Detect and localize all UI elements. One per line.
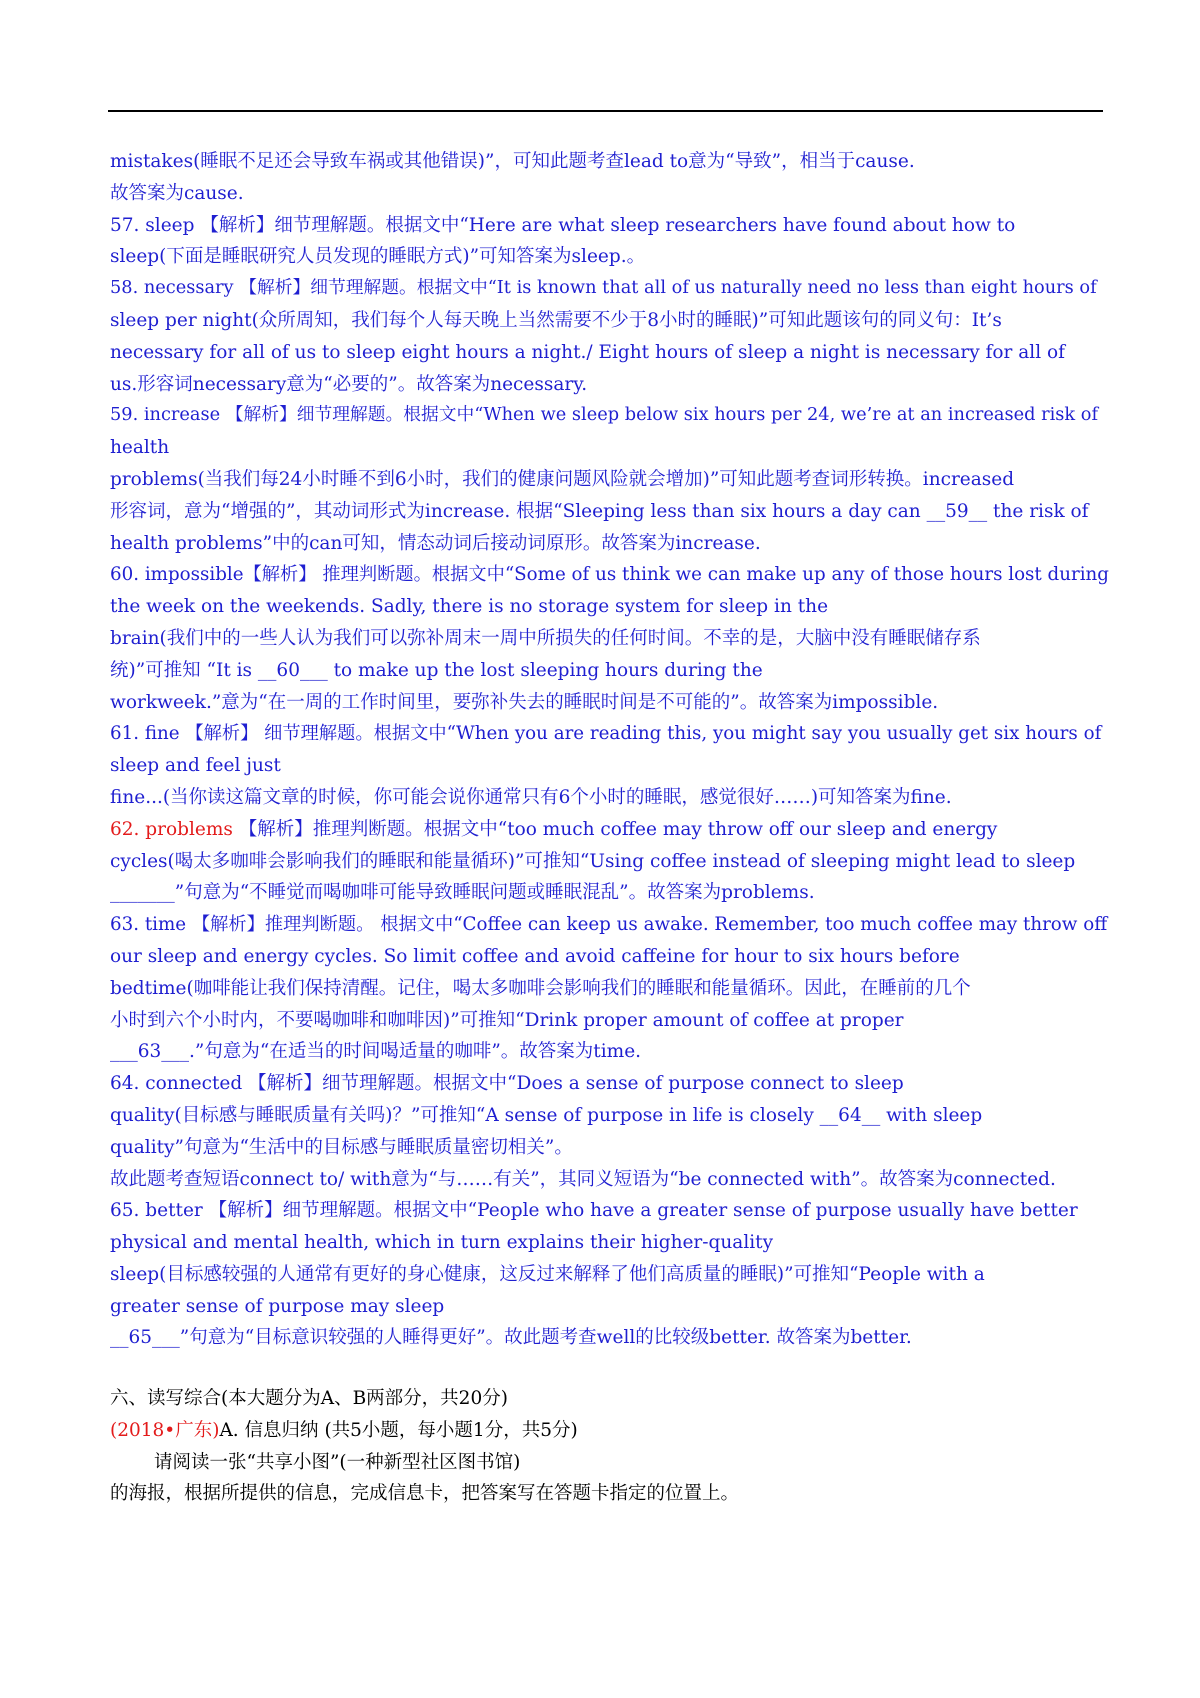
answer-line [110, 1132, 1110, 1164]
answer-line [110, 400, 1110, 432]
answer-line [110, 369, 1110, 401]
answer-text-segment: sleep(下面是睡眠研究人员发现的睡眠方式)”可知答案为sleep.。 [110, 246, 646, 268]
answer-text-segment: problems(当我们每24小时睡不到6小时，我们的健康问题风险就会增加)”可知此题考查词形转换。increased [110, 468, 1015, 490]
answer-line [110, 591, 1110, 623]
answer-line [110, 273, 1110, 305]
answer-line [110, 655, 1110, 687]
answer-text-segment: mistakes(睡眠不足还会导致车祸或其他错误)”，可知此题考查lead to意为“导致”，相当于cause. [110, 151, 915, 172]
answer-text-segment: greater sense of purpose may sleep [110, 1295, 445, 1317]
source-tag: (2018•广东) [110, 1419, 220, 1441]
answer-line [110, 750, 1110, 782]
answer-text-segment: quality”句意为“生活中的目标感与睡眠质量密切相关”。 [110, 1136, 573, 1158]
header-rule [108, 110, 1103, 112]
answer-line [110, 623, 1110, 655]
answer-text-segment: physical and mental health, which in turn explains their higher-quality [110, 1232, 774, 1254]
answer-line [110, 146, 1110, 178]
answer-line [110, 1005, 1110, 1037]
answer-line [110, 814, 1110, 846]
answer-line [110, 877, 1110, 909]
answer-line [110, 1036, 1110, 1068]
answer-line [110, 973, 1110, 1005]
answer-text-segment: 【解析】推理判断题。根据文中“too much coffee may throw off our sleep and energy [232, 818, 998, 840]
answer-line [110, 210, 1110, 242]
answer-text-segment: sleep(目标感较强的人通常有更好的身心健康，这反过来解释了他们高质量的睡眠)”可推知“People with a [110, 1263, 985, 1285]
answer-text-segment: fine...(当你读这篇文章的时候，你可能会说你通常只有6个小时的睡眠，感觉很好……)可知答案为fine. [110, 786, 952, 808]
answer-text-segment: 65. better 【解析】细节理解题。根据文中“People who have a greater sense of purpose usually have better [110, 1200, 1078, 1222]
answer-line [110, 178, 1110, 210]
answer-line [110, 1259, 1110, 1291]
answer-explanations [110, 146, 1110, 1354]
answer-line [110, 846, 1110, 878]
answer-line [110, 432, 1110, 464]
section-heading: 六、读写综合(本大题分为A、B两部分，共20分) [110, 1388, 508, 1409]
answer-text-segment: the week on the weekends. Sadly, there is no storage system for sleep in the [110, 596, 829, 618]
answer-text-segment: sleep per night(众所周知，我们每个人每天晚上当然需要不少于8小时的睡眠)”可知此题该句的同义句：It’s [110, 309, 1002, 331]
answer-text-segment: 62. problems [110, 818, 233, 840]
answer-line [110, 1068, 1110, 1100]
answer-line [110, 1322, 1110, 1354]
answer-line [110, 528, 1110, 560]
instruction-line-2: 的海报，根据所提供的信息，完成信息卡，把答案写在答题卡指定的位置上。 [110, 1483, 740, 1505]
answer-text-segment: health problems”中的can可知，情态动词后接动词原形。故答案为increase. [110, 532, 761, 554]
answer-line [110, 1164, 1110, 1196]
answer-text-segment: our sleep and energy cycles. So limit coffee and avoid caffeine for hour to six hours before [110, 945, 960, 967]
answer-text-segment: 59. increase 【解析】细节理解题。根据文中“When we sleep below six hours per 24, we’re at an increased risk of [110, 405, 1099, 426]
answer-line [110, 305, 1110, 337]
answer-text-segment: __65___”句意为“目标意识较强的人睡得更好”。故此题考查well的比较级better. 故答案为better. [110, 1327, 912, 1349]
answer-text-segment: bedtime(咖啡能让我们保持清醒。记住，喝太多咖啡会影响我们的睡眠和能量循环。因此，在睡前的几个 [110, 977, 971, 999]
answer-line [110, 941, 1110, 973]
answer-line [110, 782, 1110, 814]
answer-text-segment: 57. sleep 【解析】细节理解题。根据文中“Here are what sleep researchers have found about how to [110, 214, 1016, 236]
answer-text-segment: necessary for all of us to sleep eight hours a night./ Eight hours of sleep a night is necessary for all of [110, 341, 1065, 363]
instruction-line-1: 请阅读一张“共享小图”(一种新型社区图书馆) [154, 1451, 521, 1473]
answer-line [110, 464, 1110, 496]
answer-text-segment: 63. time 【解析】推理判断题。 根据文中“Coffee can keep us awake. Remember, too much coffee may throw off [110, 914, 1108, 936]
reading-writing-section [110, 1383, 1110, 1510]
answer-line [110, 1100, 1110, 1132]
answer-line [110, 687, 1110, 719]
answer-line [110, 1195, 1110, 1227]
answer-text-segment: sleep and feel just [110, 755, 281, 777]
answer-text-segment: _______”句意为“不睡觉而喝咖啡可能导致睡眠问题或睡眠混乱”。故答案为problems. [110, 882, 815, 904]
answer-line [110, 1227, 1110, 1259]
answer-line [110, 241, 1110, 273]
answer-text-segment: 故答案为cause. [110, 182, 244, 204]
answer-text-segment: 统)”可推知 “It is __60___ to make up the lost sleeping hours during the [110, 659, 763, 681]
answer-text-segment: 形容词，意为“增强的”，其动词形式为increase. 根据“Sleeping less than six hours a day can __59__ the risk of [110, 500, 1089, 522]
answer-line [110, 559, 1110, 591]
answer-line [110, 718, 1110, 750]
answer-line [110, 496, 1110, 528]
answer-text-segment: workweek.”意为“在一周的工作时间里，要弥补失去的睡眠时间是不可能的”。故答案为impossible. [110, 691, 939, 713]
answer-line [110, 337, 1110, 369]
part-a-title: A. 信息归纳 (共5小题，每小题1分，共5分) [219, 1419, 578, 1441]
answer-text-segment: quality(目标感与睡眠质量有关吗)？”可推知“A sense of purpose in life is closely __64__ with sleep [110, 1104, 983, 1126]
answer-line [110, 1291, 1110, 1323]
answer-text-segment: ___63___.”句意为“在适当的时间喝适量的咖啡”。故答案为time. [110, 1041, 642, 1063]
answer-text-segment: us.形容词necessary意为“必要的”。故答案为necessary. [110, 373, 588, 395]
answer-text-segment: 60. impossible【解析】 推理判断题。根据文中“Some of us think we can make up any of those hours lost during [110, 564, 1109, 586]
answer-text-segment: 故此题考查短语connect to/ with意为“与……有关”，其同义短语为“be connected with”。故答案为connected. [110, 1168, 1056, 1190]
answer-text-segment: health [110, 437, 170, 459]
answer-text-segment: 58. necessary 【解析】细节理解题。根据文中“It is known that all of us naturally need no less than eight hours of [110, 278, 1097, 299]
answer-text-segment: 小时到六个小时内，不要喝咖啡和咖啡因)”可推知“Drink proper amount of coffee at proper [110, 1009, 904, 1031]
part-a-heading [110, 1415, 1110, 1447]
answer-text-segment: brain(我们中的一些人认为我们可以弥补周末一周中所损失的任何时间。不幸的是，大脑中没有睡眠储存系 [110, 627, 981, 649]
answer-text-segment: 64. connected 【解析】细节理解题。根据文中“Does a sense of purpose connect to sleep [110, 1073, 904, 1095]
answer-text-segment: 61. fine 【解析】 细节理解题。根据文中“When you are reading this, you might say you usually get six hours of [110, 723, 1102, 745]
answer-text-segment: cycles(喝太多咖啡会影响我们的睡眠和能量循环)”可推知“Using coffee instead of sleeping might lead to sleep [110, 850, 1076, 872]
answer-line [110, 909, 1110, 941]
